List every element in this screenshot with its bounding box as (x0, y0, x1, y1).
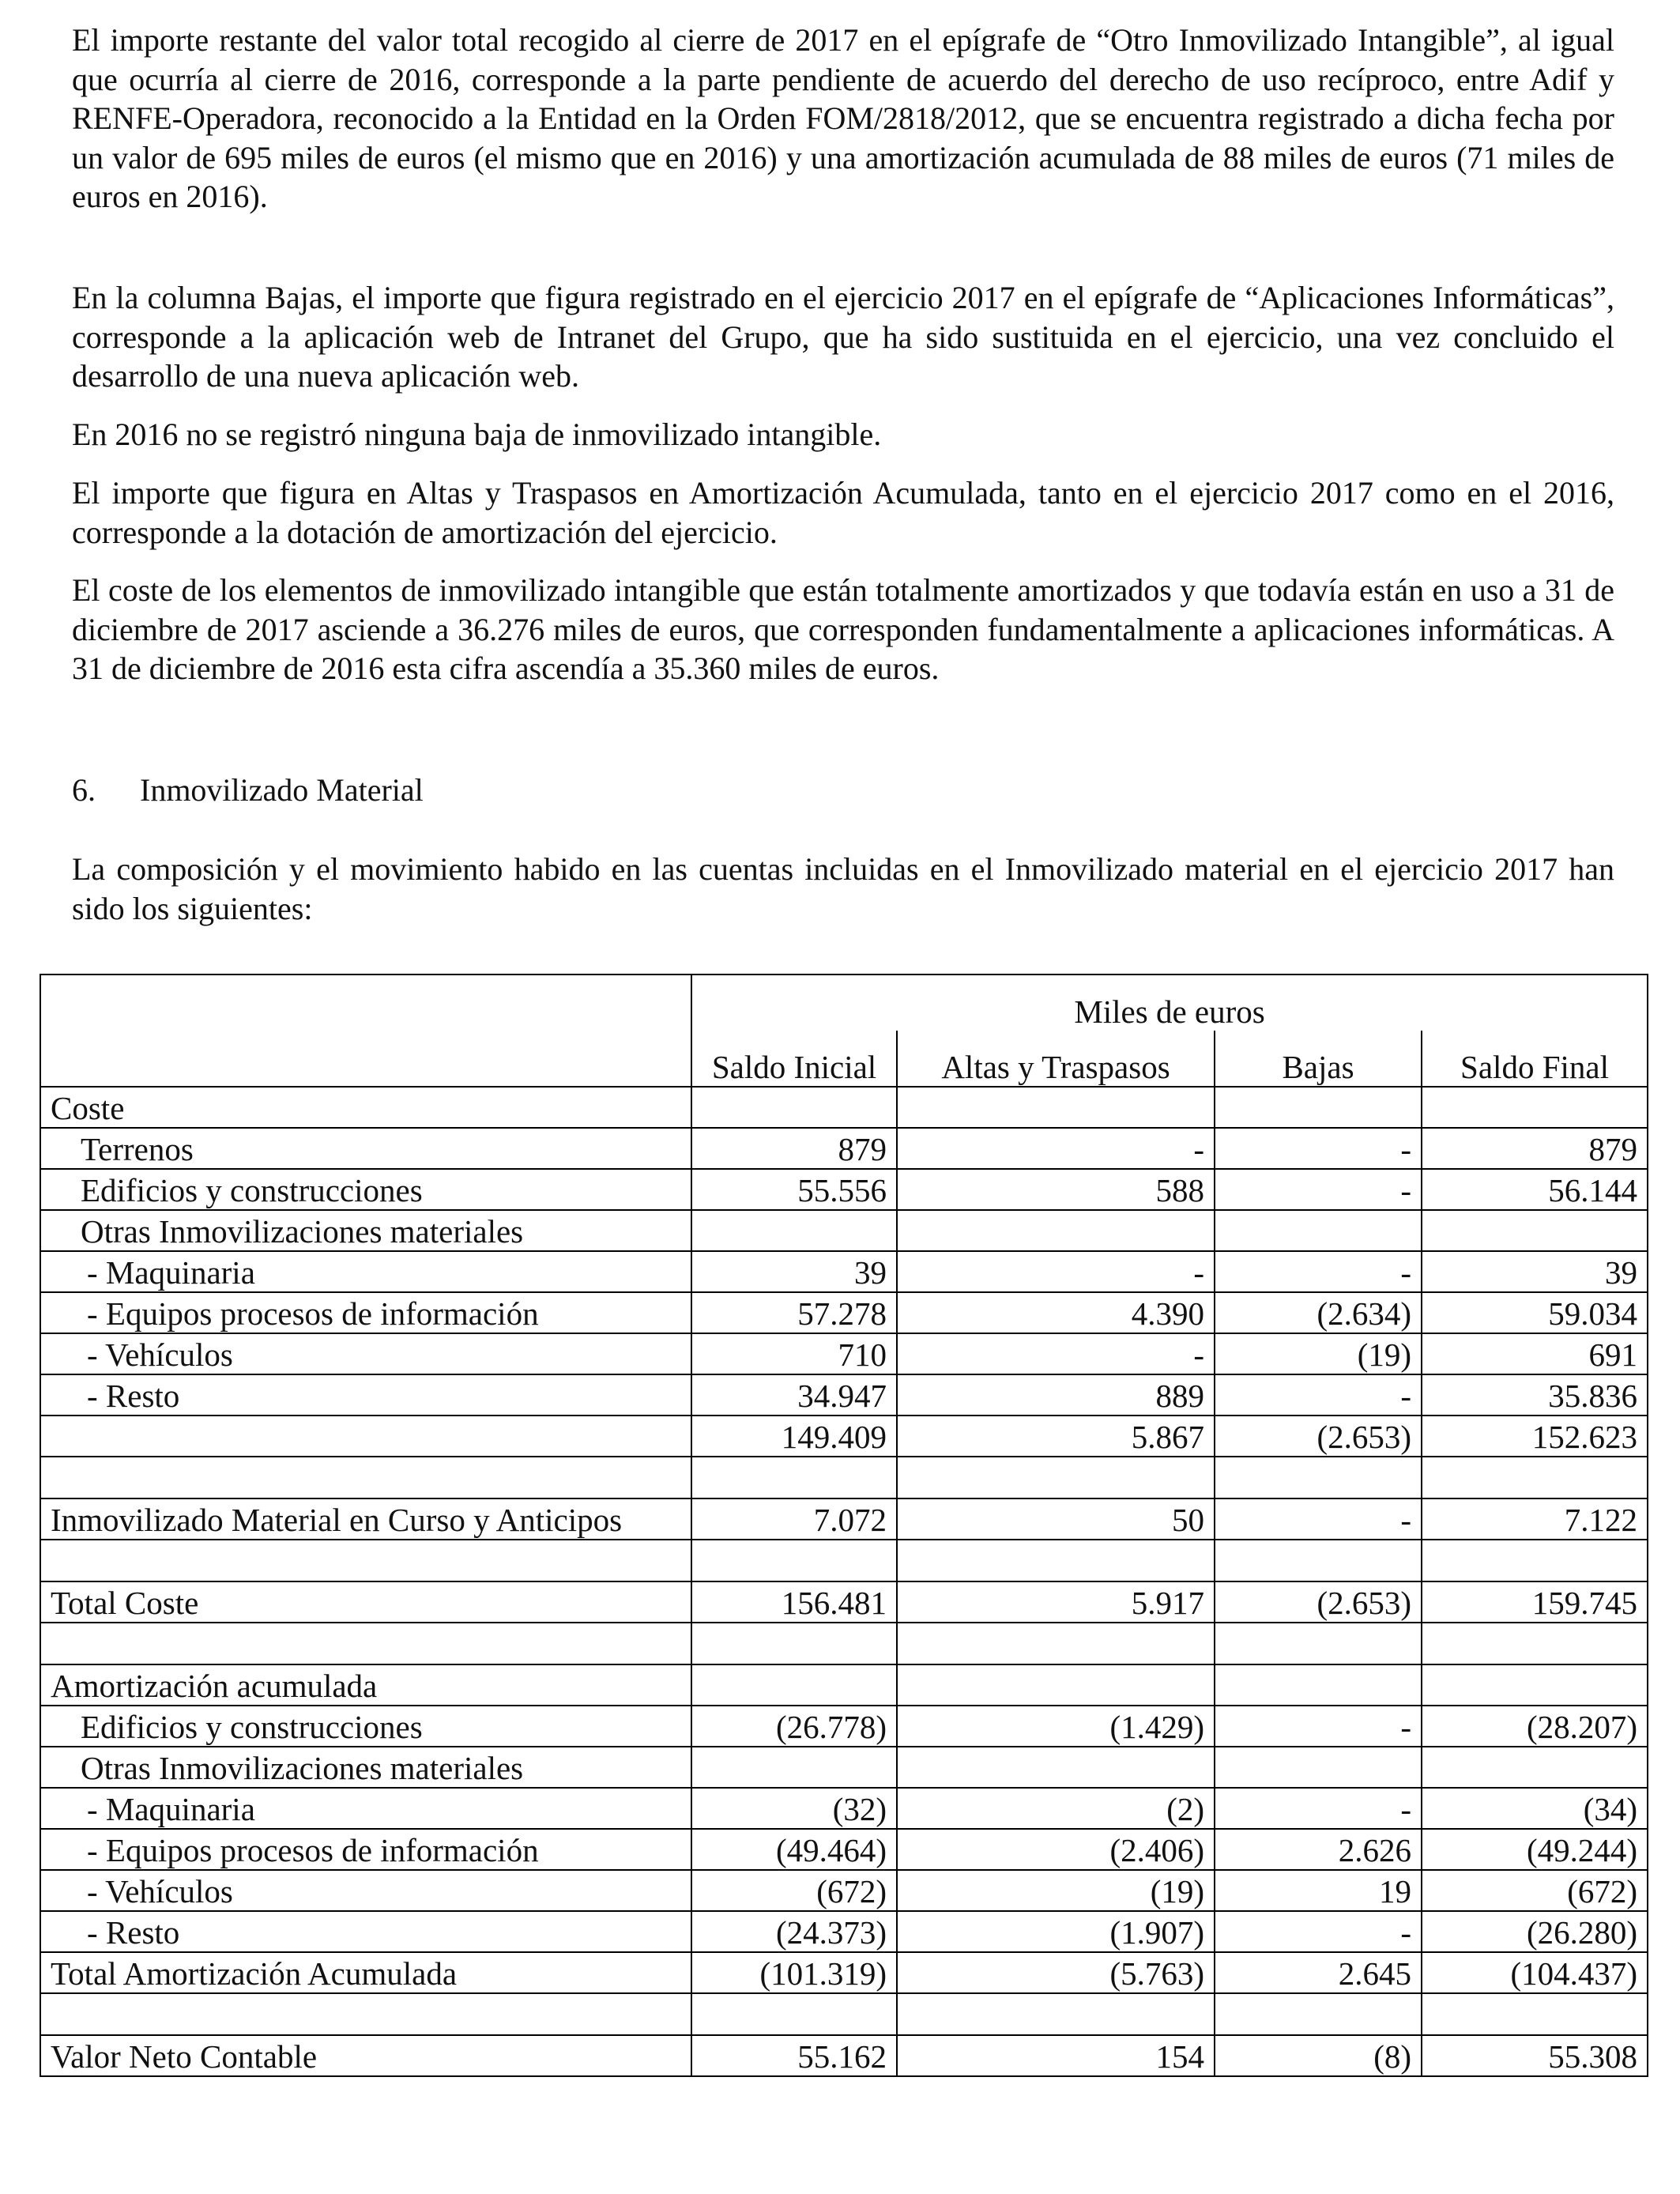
row-label: - Maquinaria (40, 1788, 691, 1829)
table-row (40, 1333, 1648, 1374)
row-label (40, 1540, 691, 1581)
cell-altas-traspasos: (5.763) (897, 1952, 1215, 1993)
cell-bajas: (8) (1215, 2035, 1422, 2076)
cell-altas-traspasos: - (897, 1333, 1215, 1374)
paragraph-coste-amortizados: El coste de los elementos de inmovilizado intangible que están totalmente amortizados y que todavía están en uso a 31 de diciembre de 2017 asciende a 36.276 miles de euros, que corresponden fundamentalmente a aplicaciones informáticas. A 31 de diciembre de 2016 esta cifra ascendía a 35.360 miles de euros. (72, 572, 1614, 686)
cell-saldo-final: 159.745 (1422, 1581, 1648, 1623)
cell-bajas: - (1215, 1911, 1422, 1952)
cell-altas-traspasos (897, 1457, 1215, 1498)
cell-altas-traspasos: (1.907) (897, 1911, 1215, 1952)
table-spacer-row (40, 1540, 1648, 1581)
cell-altas-traspasos: (19) (897, 1870, 1215, 1911)
cell-saldo-final (1422, 1457, 1648, 1498)
paragraph-otro-inmovilizado: El importe restante del valor total recogido al cierre de 2017 en el epígrafe de “Otro Inmovilizado Intangible”, al igual que ocurría al cierre de 2016, corresponde a la parte pendiente de acuerdo del derecho de uso recíproco, entre Adif y RENFE-Operadora, reconocido a la Entidad en la Orden FOM/2818/2012, que se encuentra registrado a dicha fecha por un valor de 695 miles de euros (el mismo que en 2016) y una amortización acumulada de 88 miles de euros (71 miles de euros en 2016). (72, 22, 1614, 214)
row-label: - Maquinaria (40, 1251, 691, 1292)
cell-saldo-inicial: 57.278 (691, 1292, 897, 1333)
cell-altas-traspasos: 588 (897, 1169, 1215, 1210)
cell-saldo-final (1422, 1087, 1648, 1128)
column-header-bajas: Bajas (1215, 1031, 1422, 1087)
row-label: Total Amortización Acumulada (40, 1952, 691, 1993)
row-label: Edificios y construcciones (40, 1706, 691, 1747)
column-header-saldo-inicial: Saldo Inicial (691, 1031, 897, 1087)
cell-bajas (1215, 1087, 1422, 1128)
row-label: Terrenos (40, 1128, 691, 1169)
cell-saldo-final: (28.207) (1422, 1706, 1648, 1747)
cell-saldo-final (1422, 1993, 1648, 2035)
cell-altas-traspasos (897, 1747, 1215, 1788)
table-row (40, 1498, 1648, 1540)
cell-altas-traspasos: - (897, 1128, 1215, 1169)
cell-bajas: - (1215, 1374, 1422, 1416)
table-row (40, 1210, 1648, 1251)
cell-saldo-inicial: (24.373) (691, 1911, 897, 1952)
cell-saldo-inicial (691, 1540, 897, 1581)
table-intro: La composición y el movimiento habido en las cuentas incluidas en el Inmovilizado material en el ejercicio 2017 han sido los siguientes: (72, 851, 1614, 926)
cell-bajas: (19) (1215, 1333, 1422, 1374)
cell-saldo-final: 39 (1422, 1251, 1648, 1292)
row-label: - Resto (40, 1374, 691, 1416)
table-row (40, 1374, 1648, 1416)
cell-saldo-final: (26.280) (1422, 1911, 1648, 1952)
cell-saldo-inicial: (101.319) (691, 1952, 897, 1993)
table-row (40, 1747, 1648, 1788)
cell-saldo-inicial (691, 1664, 897, 1706)
section-number: 6. (72, 772, 96, 808)
row-label: Edificios y construcciones (40, 1169, 691, 1210)
row-label: Amortización acumulada (40, 1664, 691, 1706)
table-body (40, 974, 1648, 2076)
table-row (40, 1870, 1648, 1911)
table-corner-cell (40, 974, 691, 1087)
row-label: Coste (40, 1087, 691, 1128)
cell-saldo-inicial: 55.162 (691, 2035, 897, 2076)
row-label (40, 1416, 691, 1457)
row-label: Otras Inmovilizaciones materiales (40, 1210, 691, 1251)
cell-altas-traspasos: (1.429) (897, 1706, 1215, 1747)
row-label: Otras Inmovilizaciones materiales (40, 1747, 691, 1788)
cell-bajas: - (1215, 1788, 1422, 1829)
cell-altas-traspasos: (2) (897, 1788, 1215, 1829)
cell-altas-traspasos: - (897, 1251, 1215, 1292)
cell-saldo-final: 879 (1422, 1128, 1648, 1169)
row-label: Inmovilizado Material en Curso y Anticipos (40, 1498, 691, 1540)
cell-bajas: - (1215, 1706, 1422, 1747)
cell-saldo-final: (49.244) (1422, 1829, 1648, 1870)
cell-saldo-inicial: (49.464) (691, 1829, 897, 1870)
cell-saldo-final (1422, 1623, 1648, 1664)
cell-saldo-final: 35.836 (1422, 1374, 1648, 1416)
cell-bajas: 2.645 (1215, 1952, 1422, 1993)
row-label: - Vehículos (40, 1870, 691, 1911)
cell-altas-traspasos (897, 1540, 1215, 1581)
cell-saldo-inicial: (32) (691, 1788, 897, 1829)
table-row (40, 1706, 1648, 1747)
table-row (40, 1128, 1648, 1169)
cell-bajas: (2.653) (1215, 1416, 1422, 1457)
cell-saldo-inicial: 7.072 (691, 1498, 897, 1540)
table-row (40, 1416, 1648, 1457)
paragraph-no-baja-2016: En 2016 no se registró ninguna baja de inmovilizado intangible. (72, 417, 882, 452)
column-header-altas-traspasos: Altas y Traspasos (897, 1031, 1215, 1087)
cell-altas-traspasos (897, 1087, 1215, 1128)
cell-bajas (1215, 1747, 1422, 1788)
cell-altas-traspasos: 889 (897, 1374, 1215, 1416)
table-row (40, 1911, 1648, 1952)
cell-saldo-final: 7.122 (1422, 1498, 1648, 1540)
table-row (40, 1829, 1648, 1870)
cell-bajas: (2.634) (1215, 1292, 1422, 1333)
cell-saldo-final: 59.034 (1422, 1292, 1648, 1333)
cell-saldo-final (1422, 1210, 1648, 1251)
cell-saldo-final: (672) (1422, 1870, 1648, 1911)
row-label: - Vehículos (40, 1333, 691, 1374)
cell-saldo-inicial (691, 1457, 897, 1498)
cell-saldo-inicial: 149.409 (691, 1416, 897, 1457)
row-label (40, 1457, 691, 1498)
cell-saldo-inicial: 55.556 (691, 1169, 897, 1210)
cell-saldo-final: 56.144 (1422, 1169, 1648, 1210)
cell-saldo-inicial (691, 1993, 897, 2035)
section-title: Inmovilizado Material (140, 772, 424, 808)
cell-bajas: 2.626 (1215, 1829, 1422, 1870)
paragraph-bajas: En la columna Bajas, el importe que figura registrado en el ejercicio 2017 en el epígrafe de “Aplicaciones Informáticas”, corresponde a la aplicación web de Intranet del Grupo, que ha sido sustituida en el ejercicio, una vez concluido el desarrollo de una nueva aplicación web. (72, 280, 1614, 394)
cell-saldo-inicial (691, 1087, 897, 1128)
table-row (40, 1251, 1648, 1292)
table-row (40, 1292, 1648, 1333)
cell-saldo-inicial: 710 (691, 1333, 897, 1374)
cell-saldo-final: (104.437) (1422, 1952, 1648, 1993)
row-label: Valor Neto Contable (40, 2035, 691, 2076)
cell-bajas: - (1215, 1128, 1422, 1169)
table-row (40, 1664, 1648, 1706)
cell-saldo-final: (34) (1422, 1788, 1648, 1829)
cell-altas-traspasos (897, 1623, 1215, 1664)
column-header-saldo-final: Saldo Final (1422, 1031, 1648, 1087)
cell-saldo-inicial: 156.481 (691, 1581, 897, 1623)
cell-altas-traspasos: 4.390 (897, 1292, 1215, 1333)
cell-saldo-final (1422, 1747, 1648, 1788)
cell-saldo-final: 152.623 (1422, 1416, 1648, 1457)
table-row (40, 1952, 1648, 1993)
row-label: - Resto (40, 1911, 691, 1952)
cell-bajas (1215, 1623, 1422, 1664)
cell-saldo-final (1422, 1664, 1648, 1706)
cell-bajas (1215, 1993, 1422, 2035)
cell-altas-traspasos (897, 1210, 1215, 1251)
table-row (40, 1087, 1648, 1128)
cell-saldo-final: 55.308 (1422, 2035, 1648, 2076)
cell-bajas (1215, 1664, 1422, 1706)
cell-altas-traspasos (897, 1993, 1215, 2035)
cell-altas-traspasos: 50 (897, 1498, 1215, 1540)
cell-altas-traspasos: 5.867 (897, 1416, 1215, 1457)
cell-altas-traspasos (897, 1664, 1215, 1706)
cell-altas-traspasos: 154 (897, 2035, 1215, 2076)
cell-saldo-inicial: 879 (691, 1128, 897, 1169)
cell-saldo-final: 691 (1422, 1333, 1648, 1374)
cell-bajas: - (1215, 1251, 1422, 1292)
cell-bajas (1215, 1457, 1422, 1498)
cell-saldo-inicial: 39 (691, 1251, 897, 1292)
cell-bajas (1215, 1210, 1422, 1251)
row-label (40, 1993, 691, 2035)
table-spacer-row (40, 1623, 1648, 1664)
cell-bajas (1215, 1540, 1422, 1581)
table-group-header-row (40, 974, 1648, 1031)
cell-saldo-final (1422, 1540, 1648, 1581)
row-label: - Equipos procesos de información (40, 1292, 691, 1333)
table-row (40, 2035, 1648, 2076)
table-row (40, 1788, 1648, 1829)
inmovilizado-material-table (40, 974, 1648, 2077)
table-spacer-row (40, 1457, 1648, 1498)
row-label: - Equipos procesos de información (40, 1829, 691, 1870)
cell-bajas: - (1215, 1498, 1422, 1540)
cell-bajas: - (1215, 1169, 1422, 1210)
group-header-miles-de-euros: Miles de euros (691, 974, 1648, 1031)
cell-saldo-inicial: 34.947 (691, 1374, 897, 1416)
cell-saldo-inicial: (26.778) (691, 1706, 897, 1747)
table-row (40, 1581, 1648, 1623)
cell-altas-traspasos: (2.406) (897, 1829, 1215, 1870)
cell-bajas: 19 (1215, 1870, 1422, 1911)
cell-bajas: (2.653) (1215, 1581, 1422, 1623)
cell-saldo-inicial (691, 1747, 897, 1788)
cell-altas-traspasos: 5.917 (897, 1581, 1215, 1623)
row-label (40, 1623, 691, 1664)
paragraph-altas-traspasos: El importe que figura en Altas y Traspasos en Amortización Acumulada, tanto en el ejercicio 2017 como en el 2016, corresponde a la dotación de amortización del ejercicio. (72, 475, 1614, 550)
table-row (40, 1169, 1648, 1210)
row-label: Total Coste (40, 1581, 691, 1623)
cell-saldo-inicial: (672) (691, 1870, 897, 1911)
cell-saldo-inicial (691, 1210, 897, 1251)
cell-saldo-inicial (691, 1623, 897, 1664)
section-heading (72, 771, 424, 810)
table-spacer-row (40, 1993, 1648, 2035)
